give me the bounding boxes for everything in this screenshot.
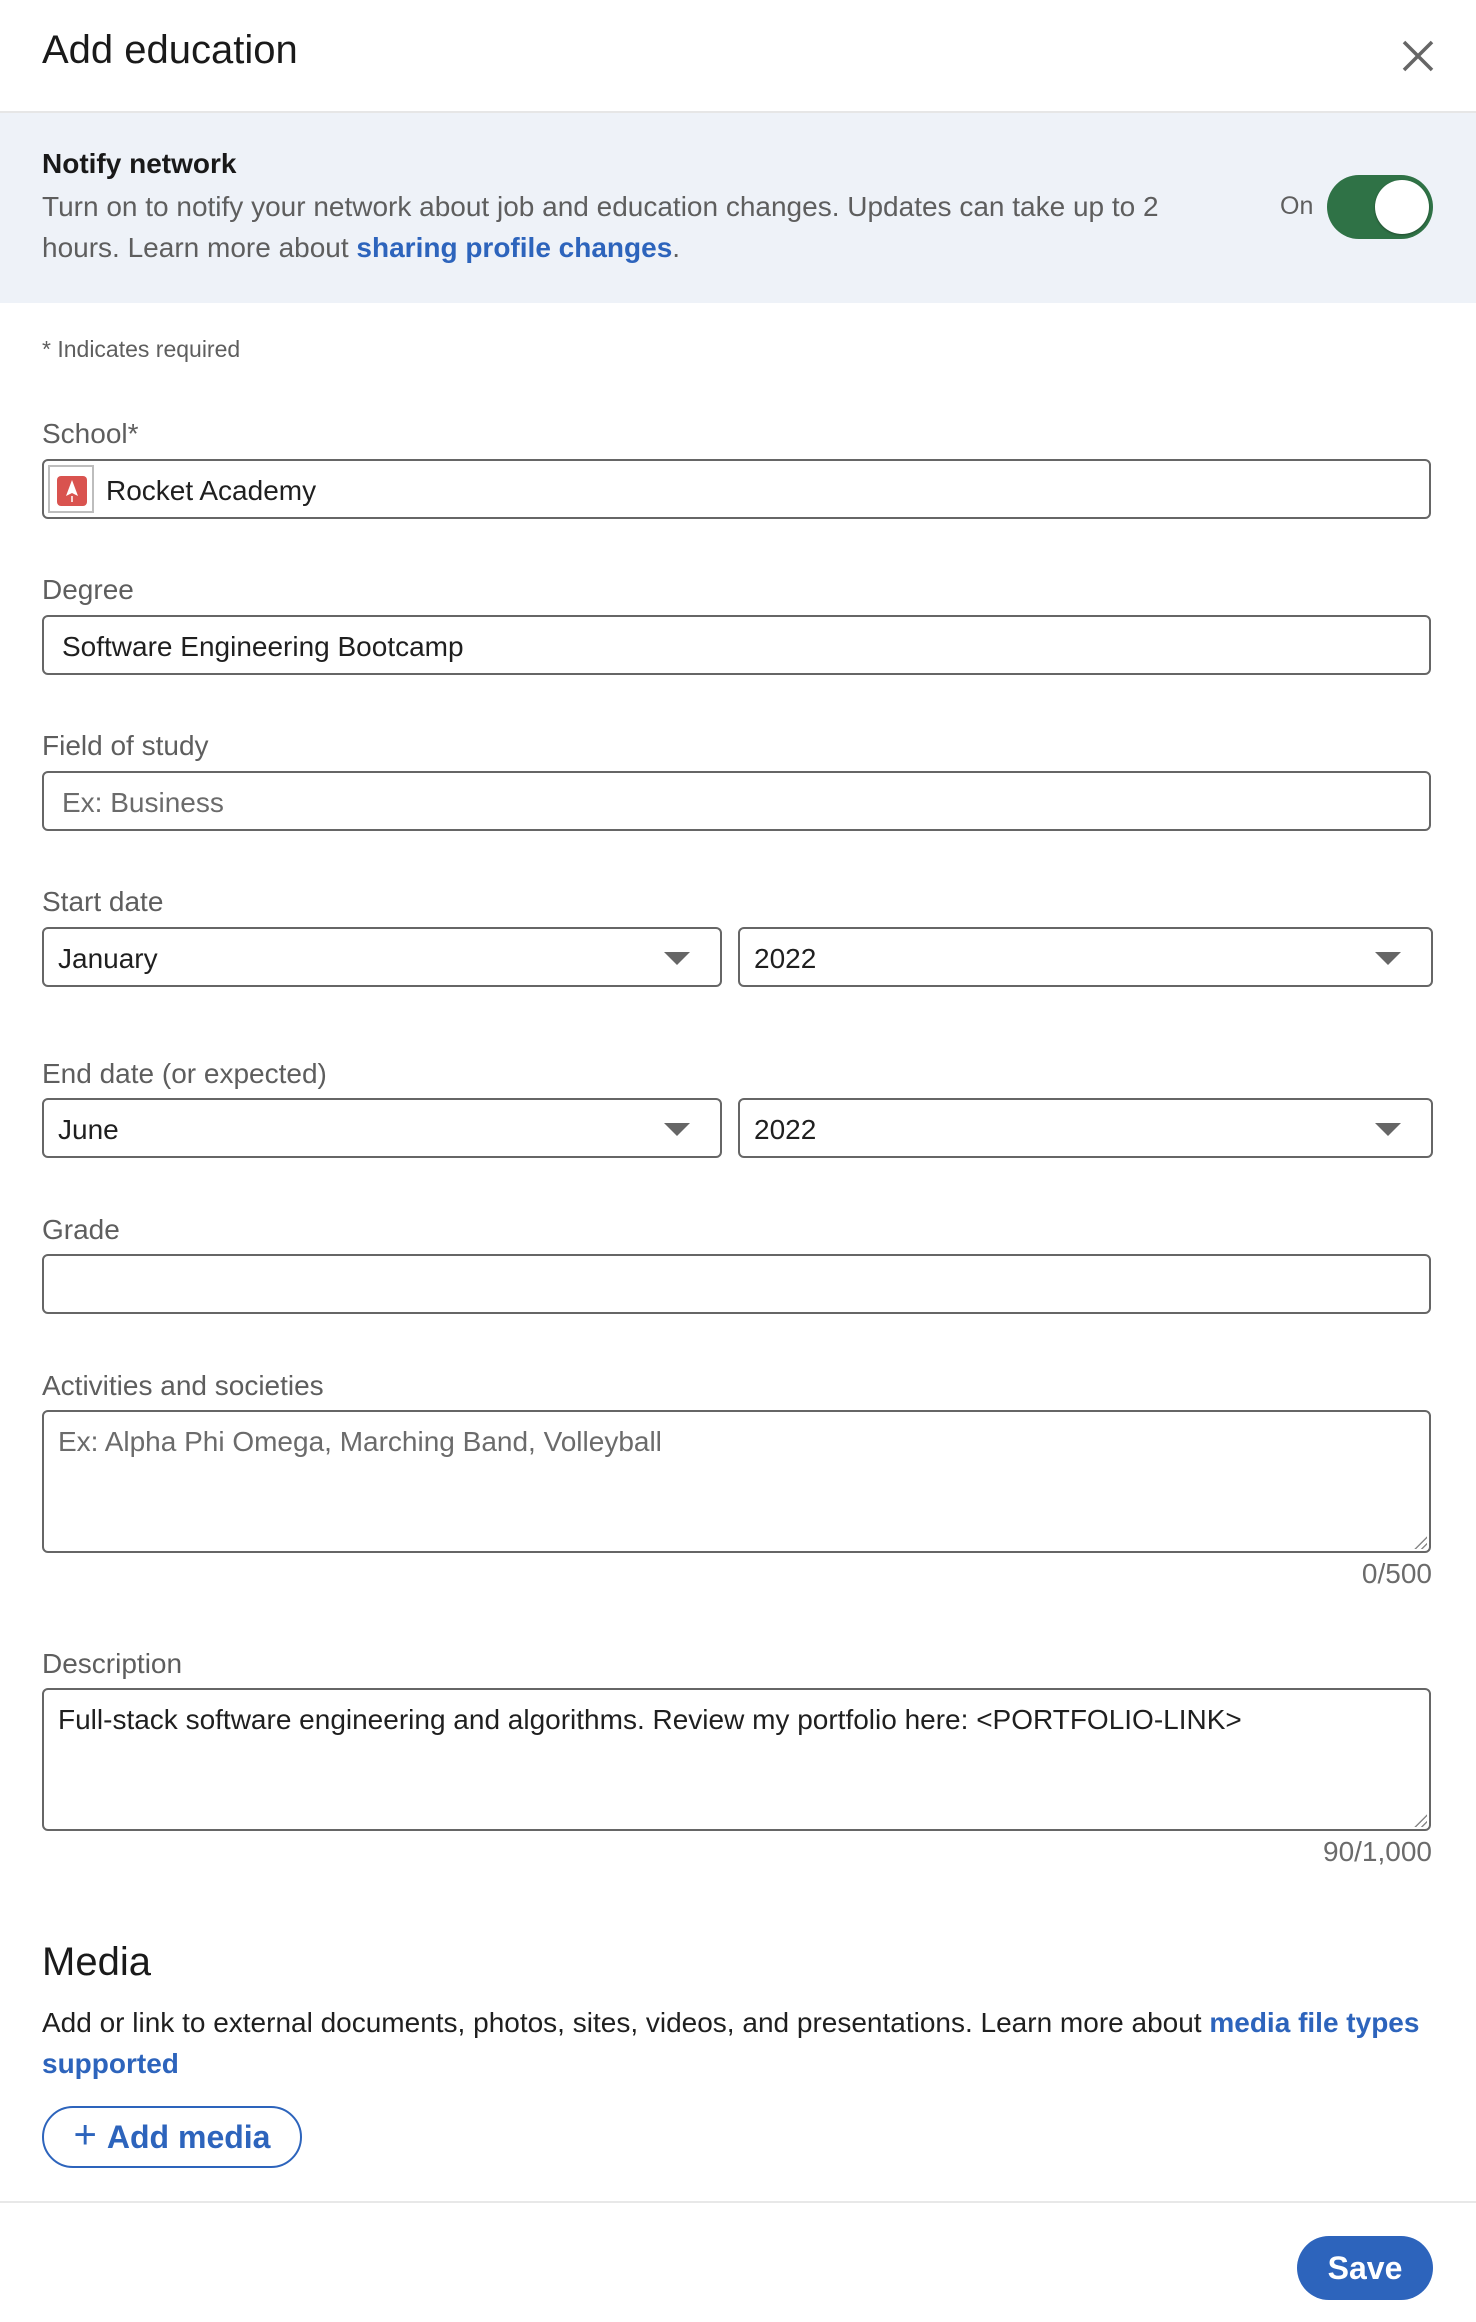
add-media-button[interactable]: [42, 2106, 302, 2168]
resize-handle-icon[interactable]: [1413, 1535, 1427, 1549]
close-icon: [1398, 36, 1438, 76]
notify-network-toggle[interactable]: [1327, 175, 1433, 239]
end-month-select[interactable]: [42, 1098, 722, 1158]
degree-input[interactable]: [42, 615, 1431, 675]
dialog-title: Add education: [42, 28, 298, 72]
media-text: Add or link to external documents, photos, sites, videos, and presentations. Learn more about: [42, 2007, 1210, 2038]
activities-label: Activities and societies: [42, 1370, 324, 1401]
start-month-select[interactable]: [42, 927, 722, 987]
end-month-value: June: [58, 1114, 119, 1145]
chevron-down-icon: [1375, 1123, 1401, 1136]
end-year-select[interactable]: [738, 1098, 1433, 1158]
end-date-label: End date (or expected): [42, 1058, 327, 1089]
activities-placeholder: Ex: Alpha Phi Omega, Marching Band, Volleyball: [58, 1426, 662, 1457]
toggle-state-label: On: [1280, 192, 1314, 220]
school-label: School*: [42, 418, 139, 449]
field-of-study-placeholder: Ex: Business: [62, 787, 224, 818]
school-value: Rocket Academy: [106, 475, 317, 506]
activities-counter: 0/500: [1361, 1558, 1432, 1589]
required-note: * Indicates required: [42, 336, 241, 362]
media-heading: Media: [42, 1940, 151, 1984]
add-media-label: Add media: [106, 2118, 271, 2155]
grade-input[interactable]: [42, 1254, 1431, 1314]
media-description: [42, 2002, 1442, 2084]
sharing-profile-changes-link[interactable]: sharing profile changes: [356, 232, 673, 263]
school-input[interactable]: [42, 459, 1431, 519]
notify-title: Notify network: [42, 148, 237, 179]
notify-description: [42, 186, 1232, 268]
notify-text: Turn on to notify your network about job and education changes. Updates can take up to 2 hours. Learn more about: [42, 191, 1159, 263]
start-date-label: Start date: [42, 886, 164, 917]
end-year-value: 2022: [754, 1114, 817, 1145]
media-file-types-link[interactable]: media file types supported: [42, 2007, 1420, 2079]
notify-period: .: [672, 232, 681, 263]
footer-divider: [0, 2201, 1476, 2203]
activities-textarea[interactable]: [42, 1410, 1431, 1553]
field-of-study-input[interactable]: [42, 771, 1431, 831]
start-year-value: 2022: [754, 943, 817, 974]
start-month-value: January: [58, 943, 158, 974]
plus-icon: +: [73, 2113, 97, 2157]
description-textarea[interactable]: [42, 1688, 1431, 1831]
rocket-academy-logo-icon: [57, 476, 87, 506]
save-button[interactable]: Save: [1297, 2236, 1433, 2300]
chevron-down-icon: [664, 1123, 690, 1136]
description-value: Full-stack software engineering and algorithms. Review my portfolio here: <PORTFOLIO-LINK>: [58, 1704, 1242, 1735]
chevron-down-icon: [1375, 952, 1401, 965]
grade-label: Grade: [42, 1214, 120, 1245]
resize-handle-icon[interactable]: [1413, 1813, 1427, 1827]
chevron-down-icon: [664, 952, 690, 965]
field-of-study-label: Field of study: [42, 730, 209, 761]
toggle-knob: [1375, 180, 1429, 234]
school-logo-frame: [48, 465, 94, 513]
degree-value: Software Engineering Bootcamp: [62, 631, 464, 662]
close-button[interactable]: [1398, 36, 1438, 76]
start-year-select[interactable]: [738, 927, 1433, 987]
description-counter: 90/1,000: [1323, 1836, 1432, 1867]
degree-label: Degree: [42, 574, 134, 605]
description-label: Description: [42, 1648, 183, 1679]
